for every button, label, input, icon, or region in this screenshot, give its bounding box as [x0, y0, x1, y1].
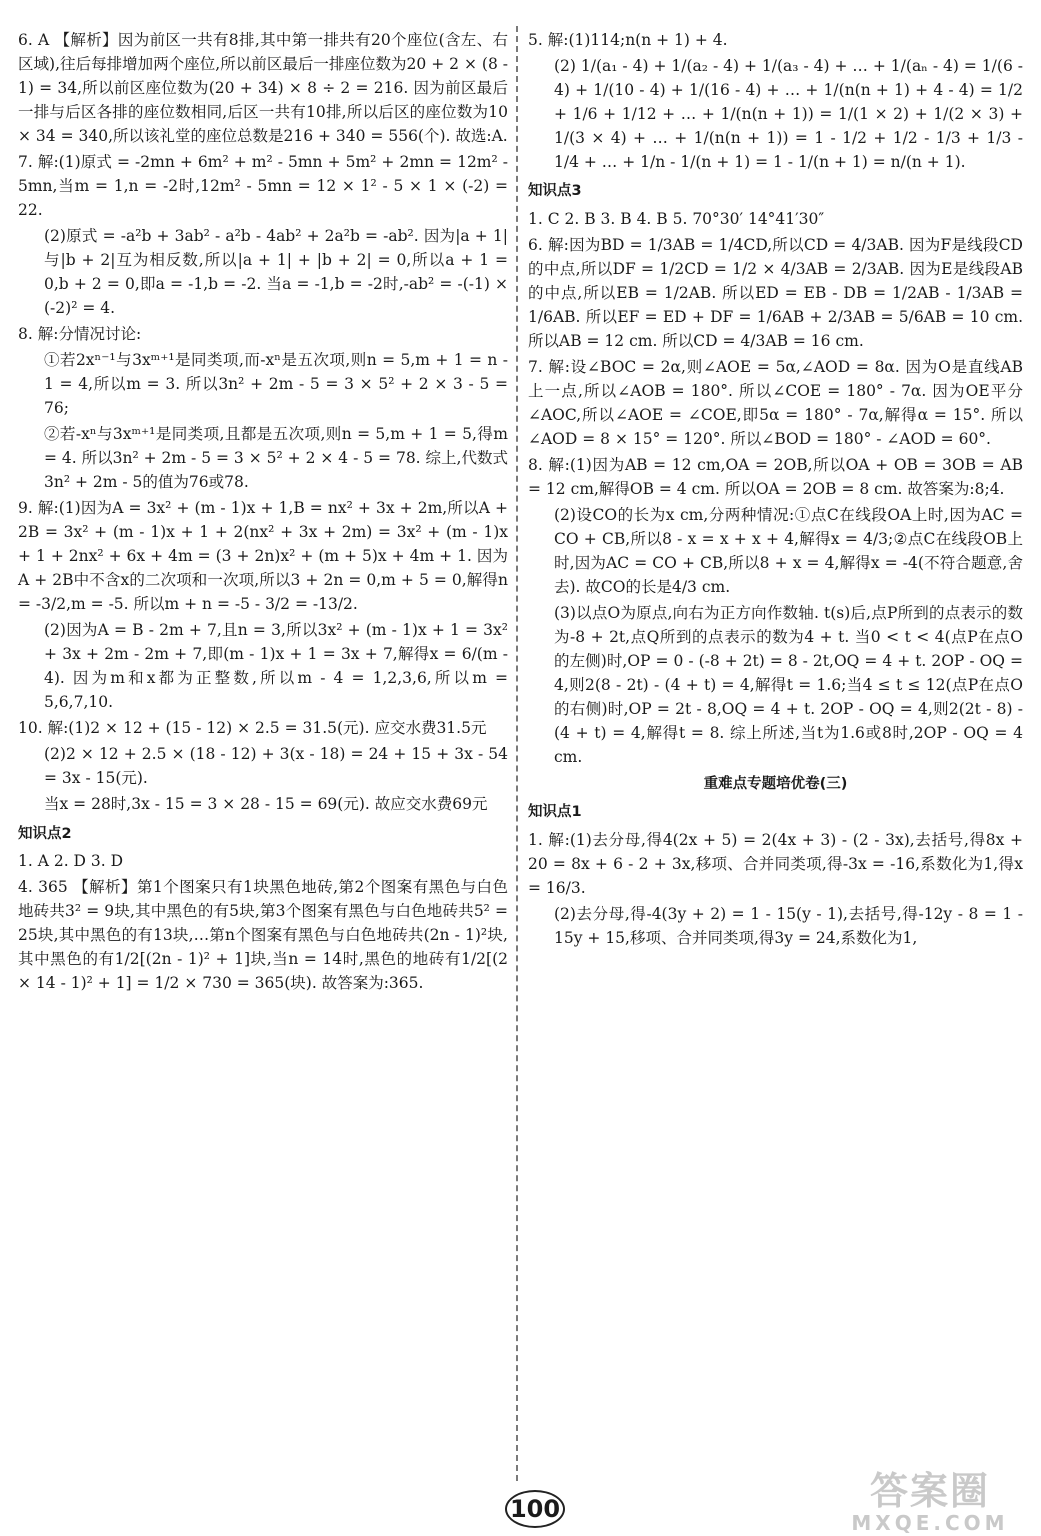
answer-subparagraph: ①若2xⁿ⁻¹与3xᵐ⁺¹是同类项,而-xⁿ是五次项,则n = 5,m + 1 = n - 1 = 4,所以m = 3. 所以3n² + 2m - 5 = 3 × 5² + 2 × 3 - 5 = 76;	[44, 351, 508, 418]
answer-paragraph: 4. 365 【解析】第1个图案只有1块黑色地砖,第2个图案有黑色与白色地砖共3² = 9块,其中黑色的有5块,第3个图案有黑色与白色地砖共5² = 25块,其中黑色的有13块,…第n个图案有黑色与白色地砖共(2n - 1)²块,其中黑色的有1/2[(2n - 1)² + 1]块,当n = 14时,黑色的地砖有1/2[(2 × 14 - 1)² + 1] = 1/2 × 730 = 365(块). 故答案为:365.	[18, 877, 508, 993]
answer-paragraph: 1. C 2. B 3. B 4. B 5. 70°30′ 14°41′30″	[528, 209, 825, 228]
answer-paragraph: 6. 解:因为BD = 1/3AB = 1/4CD,所以CD = 4/3AB. 因为F是线段CD的中点,所以DF = 1/2CD = 1/2 × 4/3AB = 2/3AB. 因为E是线段AB的中点,所以EB = 1/2AB. 所以ED = EB - DB = 1/2AB - 1/3AB = 1/6AB. 所以EF = ED + DF = 1/6AB + 2/3AB = 5/6AB = 10 cm. 所以AB = 12 cm. 所以CD = 4/3AB = 16 cm.	[528, 235, 1023, 350]
answer-paragraph: 5. 解:(1)114;n(n + 1) + 4.	[528, 31, 728, 49]
answer-paragraph: 9. 解:(1)因为A = 3x² + (m - 1)x + 1,B = nx² + 3x + 2m,所以A + 2B = 3x² + (m - 1)x + 1 + 2(nx² + 3x + 2m) = 3x² + (m - 1)x + 1 + 2nx² + 6x + 4m = (3 + 2n)x² + (m + 5)x + 4m + 1. 因为A + 2B中不含x的二次项和一次项,所以3 + 2n = 0,m + 5 = 0,解得n = -3/2,m = -5. 所以m + n = -5 - 3/2 = -13/2.	[18, 499, 508, 614]
section-label: 知识点2	[18, 825, 72, 842]
answer-subparagraph: (2)2 × 12 + 2.5 × (18 - 12) + 3(x - 18) = 24 + 15 + 3x - 54 = 3x - 15(元).	[44, 745, 508, 788]
left-column	[18, 28, 508, 997]
answer-subparagraph: ②若-xⁿ与3xᵐ⁺¹是同类项,且都是五次项,则n = 5,m + 1 = 5,得m = 4. 所以3n² + 2m - 5 = 3 × 5² + 2 × 4 - 5 = 78. 综上,代数式3n² + 2m - 5的值为76或78.	[44, 425, 508, 492]
answer-paragraph: 7. 解:设∠BOC = 2α,则∠AOE = 5α,∠AOD = 8α. 因为O是直线AB上一点,所以∠AOB = 180°. 所以∠COE = 180° - 7α. 因为OE平分∠AOC,所以∠AOE = ∠COE,即5α = 180° - 7α,解得α = 15°. 所以∠AOD = 8 × 15° = 120°. 所以∠BOD = 180° - ∠AOD = 60°.	[528, 357, 1023, 448]
watermark-subtext: MXQE.COM	[851, 1511, 1009, 1535]
answer-paragraph: 8. 解:(1)因为AB = 12 cm,OA = 2OB,所以OA + OB = 3OB = AB = 12 cm,解得OB = 4 cm. 所以OA = 2OB = 8 cm. 故答案为:8;4.	[528, 455, 1023, 498]
answer-paragraph: 10. 解:(1)2 × 12 + (15 - 12) × 2.5 = 31.5(元). 应交水费31.5元	[18, 719, 487, 738]
answer-subparagraph: (2)设CO的长为x cm,分两种情况:①点C在线段OA上时,因为AC = CO + CB,所以8 - x = x + x + 4,解得x = 4/3;②点C在线段OB上时,因为AC = CO + CB,所以8 + x = 4,解得x = -4(不符合题意,舍去). 故CO的长是4/3 cm.	[554, 505, 1023, 596]
answer-subparagraph: (2) 1/(a₁ - 4) + 1/(a₂ - 4) + 1/(a₃ - 4) + … + 1/(aₙ - 4) = 1/(6 - 4) + 1/(10 - 4) + 1/(16 - 4) + … + 1/(n(n + 1) + 4 - 4) = 1/2 + 1/6 + 1/12 + … + 1/(n(n + 1)) = 1/(1 × 2) + 1/(2 × 3) + 1/(3 × 4) + … + 1/(n(n + 1)) = 1 - 1/2 + 1/2 - 1/3 + 1/3 - 1/4 + … + 1/n - 1/(n + 1) = 1 - 1/(n + 1) = n/(n + 1).	[554, 57, 1023, 172]
section-title: 重难点专题培优卷(三)	[703, 775, 848, 792]
answer-subparagraph: (3)以点O为原点,向右为正方向作数轴. t(s)后,点P所到的点表示的数为-8 + 2t,点Q所到的点表示的数为4 + t. 当0 < t < 4(点P在点O的左侧)时,OP = 0 - (-8 + 2t) = 8 - 2t,OQ = 4 + t. 2OP - OQ = 4,则2(8 - 2t) - (4 + t) = 4,解得t = 1.6;当4 ≤ t ≤ 12(点P在点O的右侧)时,OP = 2t - 8,OQ = 4 + t. 2OP - OQ = 4,则2(2t - 8) - (4 + t) = 4,解得t = 8. 综上所述,当t为1.6或8时,2OP - OQ = 4 cm.	[554, 603, 1023, 766]
answer-subparagraph: (2)因为A = B - 2m + 7,且n = 3,所以3x² + (m - 1)x + 1 = 3x² + 3x + 2m - 2m + 7,即(m - 1)x + 1 = 3x + 7,解得x = 6/(m - 4). 因为m和x都为正整数,所以m - 4 = 1,2,3,6,所以m = 5,6,7,10.	[44, 621, 508, 712]
section-label: 知识点1	[528, 804, 582, 821]
answer-paragraph: 1. 解:(1)去分母,得4(2x + 5) = 2(4x + 3) - (2 - 3x),去括号,得8x + 20 = 8x + 6 - 2 + 3x,移项、合并同类项,得-3x = -16,系数化为1,得x = 16/3.	[528, 830, 1023, 897]
answer-subparagraph: 当x = 28时,3x - 15 = 3 × 28 - 15 = 69(元). 故应交水费69元	[44, 795, 488, 814]
answer-paragraph: 1. A 2. D 3. D	[18, 851, 124, 870]
answer-subparagraph: (2)原式 = -a²b + 3ab² - a²b - 4ab² + 2a²b = -ab². 因为|a + 1|与|b + 2|互为相反数,所以|a + 1| + |b + 2| = 0,所以a + 1 = 0,b + 2 = 0,即a = -1,b = -2. 当a = -1,b = -2时,-ab² = -(-1) × (-2)² = 4.	[44, 227, 508, 318]
answer-paragraph: 6. A 【解析】因为前区一共有8排,其中第一排共有20个座位(含左、右区域),往后每排增加两个座位,所以前区最后一排座位数为20 + 2 × (8 - 1) = 34,所以前区座位数为(20 + 34) × 8 ÷ 2 = 216. 因为前区最后一排与后区各排的座位数相同,后区一共有10排,所以后区的座位数为10 × 34 = 340,所以该礼堂的座位总数是216 + 340 = 556(个). 故选:A.	[18, 31, 508, 146]
answer-paragraph: 7. 解:(1)原式 = -2mn + 6m² + m² - 5mn + 5m² + 2mn = 12m² - 5mn,当m = 1,n = -2时,12m² - 5mn = 12 × 1² - 5 × 1 × (-2) = 22.	[18, 153, 508, 220]
page-number: 100	[505, 1490, 565, 1528]
watermark-logo	[830, 1470, 1030, 1536]
right-column	[528, 28, 1023, 952]
column-divider	[516, 26, 518, 1481]
answer-paragraph: 8. 解:分情况讨论:	[18, 325, 142, 344]
section-label: 知识点3	[528, 183, 582, 200]
answer-subparagraph: (2)去分母,得-4(3y + 2) = 1 - 15(y - 1),去括号,得-12y - 8 = 1 - 15y + 15,移项、合并同类项,得3y = 24,系数化为1,	[554, 904, 1023, 947]
watermark-text: 答案圈	[869, 1469, 990, 1513]
